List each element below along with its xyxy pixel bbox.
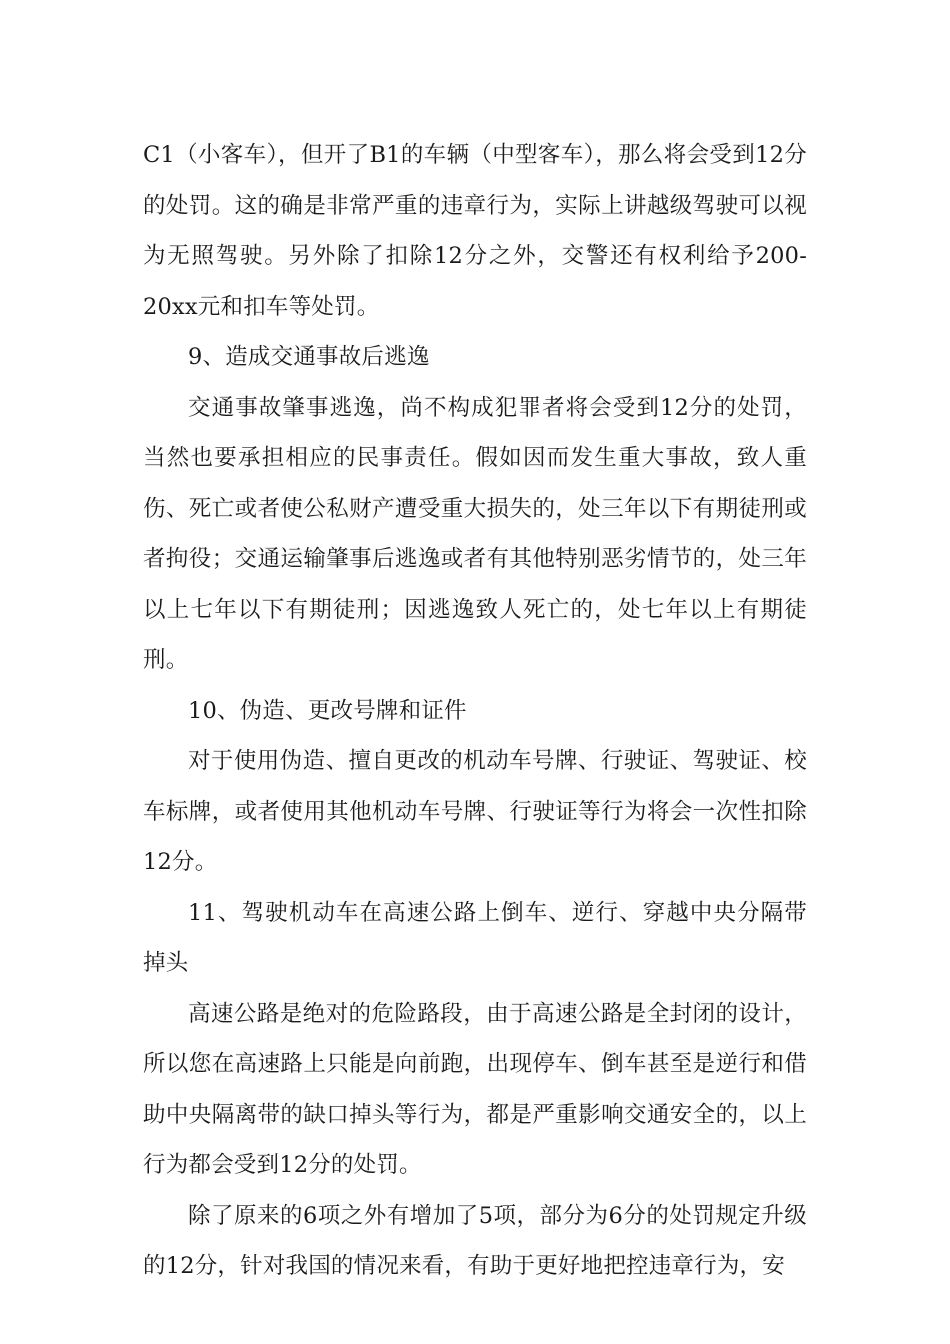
- paragraph-summary: 除了原来的6项之外有增加了5项，部分为6分的处罚规定升级的12分，针对我国的情况来看，有助于更好地把控违章行为，安: [143, 1202, 807, 1279]
- paragraph-forged-plates: 对于使用伪造、擅自更改的机动车号牌、行驶证、驾驶证、校车标牌，或者使用其他机动车号牌、行驶证等行为将会一次性扣除12分。: [143, 748, 807, 875]
- paragraph-highway: 高速公路是绝对的危险路段，由于高速公路是全封闭的设计，所以您在高速路上只能是向前跑，出现停车、倒车甚至是逆行和借助中央隔离带的缺口掉头等行为，都是严重影响交通安全的，以上行为都会受到12分的处罚。: [143, 1000, 807, 1178]
- heading-item-10: 10、伪造、更改号牌和证件: [188, 697, 467, 724]
- heading-item-9: 9、造成交通事故后逃逸: [188, 344, 430, 370]
- document-page: [143, 130, 807, 1292]
- heading-item-11: 11、驾驶机动车在高速公路上倒车、逆行、穿越中央分隔带掉头: [143, 899, 807, 976]
- paragraph-b1-penalty: C1（小客车），但开了B1的车辆（中型客车），那么将会受到12分的处罚。这的确是非常严重的违章行为，实际上讲越级驾驶可以视为无照驾驶。另外除了扣除12分之外，交警还有权利给予200-20xx元和扣车等处罚。: [143, 142, 807, 320]
- paragraph-hit-and-run: 交通事故肇事逃逸，尚不构成犯罪者将会受到12分的处罚，当然也要承担相应的民事责任。假如因而发生重大事故，致人重伤、死亡或者使公私财产遭受重大损失的，处三年以下有期徒刑或者拘役；交通运输肇事后逃逸或者有其他特别恶劣情节的，处三年以上七年以下有期徒刑；因逃逸致人死亡的，处七年以上有期徒刑。: [143, 394, 807, 673]
